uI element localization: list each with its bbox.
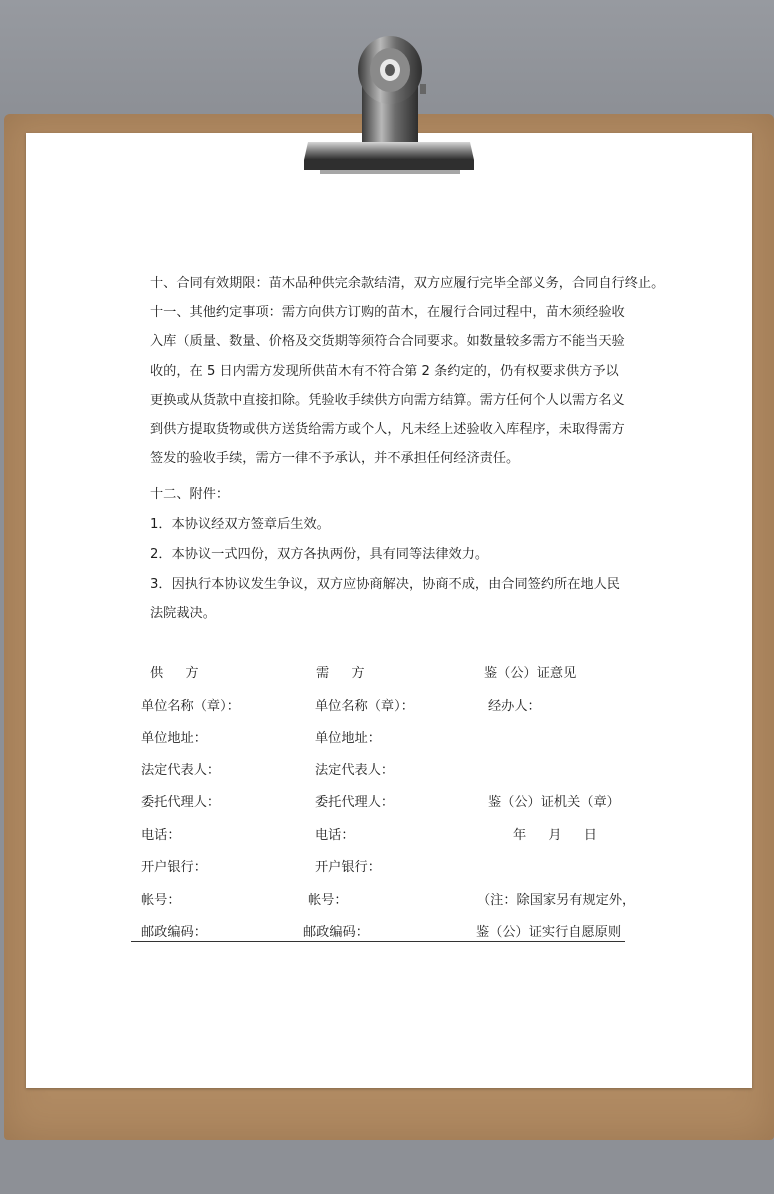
signature-underline <box>131 941 625 942</box>
supplier-phone: 电话： <box>141 828 181 843</box>
buyer-postcode: 邮政编码： <box>303 925 369 940</box>
attachment-1: 1．本协议经双方签章后生效。 <box>150 517 330 532</box>
supplier-legal-rep: 法定代表人： <box>141 763 221 778</box>
notary-handler: 经办人： <box>488 699 541 714</box>
clause-10: 十、合同有效期限：苗木品种供完余款结清，双方应履行完毕全部义务，合同自行终止。 <box>150 276 665 291</box>
clause-12-title: 十二、附件： <box>150 487 230 502</box>
buyer-phone: 电话： <box>315 828 355 843</box>
attachment-3: 3．因执行本协议发生争议，双方应协商解决，协商不成，由合同签约所在地人民法院裁决。 <box>150 577 620 622</box>
buyer-bank: 开户银行： <box>315 860 381 875</box>
buyer-legal-rep: 法定代表人： <box>315 763 395 778</box>
buyer-account: 帐号： <box>308 893 348 908</box>
note-line-2: 鉴（公）证实行自愿原则 <box>476 925 622 940</box>
col-notary-heading: 鉴（公）证意见 <box>484 666 577 681</box>
supplier-account: 帐号： <box>141 893 181 908</box>
col-supplier-heading: 供 方 <box>150 666 199 681</box>
supplier-bank: 开户银行： <box>141 860 207 875</box>
supplier-agent: 委托代理人： <box>141 795 221 810</box>
buyer-address: 单位地址： <box>315 731 381 746</box>
col-buyer-heading: 需 方 <box>316 666 365 681</box>
notary-office: 鉴（公）证机关（章） <box>488 795 620 810</box>
note-line-1: （注：除国家另有规定外， <box>477 893 636 908</box>
date-line: 年 月 日 <box>513 828 597 843</box>
clause-11: 十一、其他约定事项：需方向供方订购的苗木，在履行合同过程中，苗木须经验收入库（质量、数量、价格及交货期等须符合合同要求。如数量较多需方不能当天验收的，在 5 日内需方发现所供苗木有不符合第 2 条约定的，仍有权要求供方予以更换或从货款中直接扣除。凭验收手续供方向需方结算。需方任何个人以需方名义到供方提取货物或供方送货给需方或个人，凡未经上述验收入库程序，未取得需方签发的验收手续，需方一律不予承认，并不承担任何经济责任。 <box>150 305 625 467</box>
attachment-2: 2．本协议一式四份，双方各执两份，具有同等法律效力。 <box>150 547 489 562</box>
buyer-agent: 委托代理人： <box>315 795 395 810</box>
binder-clip-icon <box>300 26 478 178</box>
buyer-unit-name: 单位名称（章）： <box>315 699 414 714</box>
supplier-postcode: 邮政编码： <box>141 925 207 940</box>
supplier-address: 单位地址： <box>141 731 207 746</box>
supplier-unit-name: 单位名称（章）： <box>141 699 240 714</box>
